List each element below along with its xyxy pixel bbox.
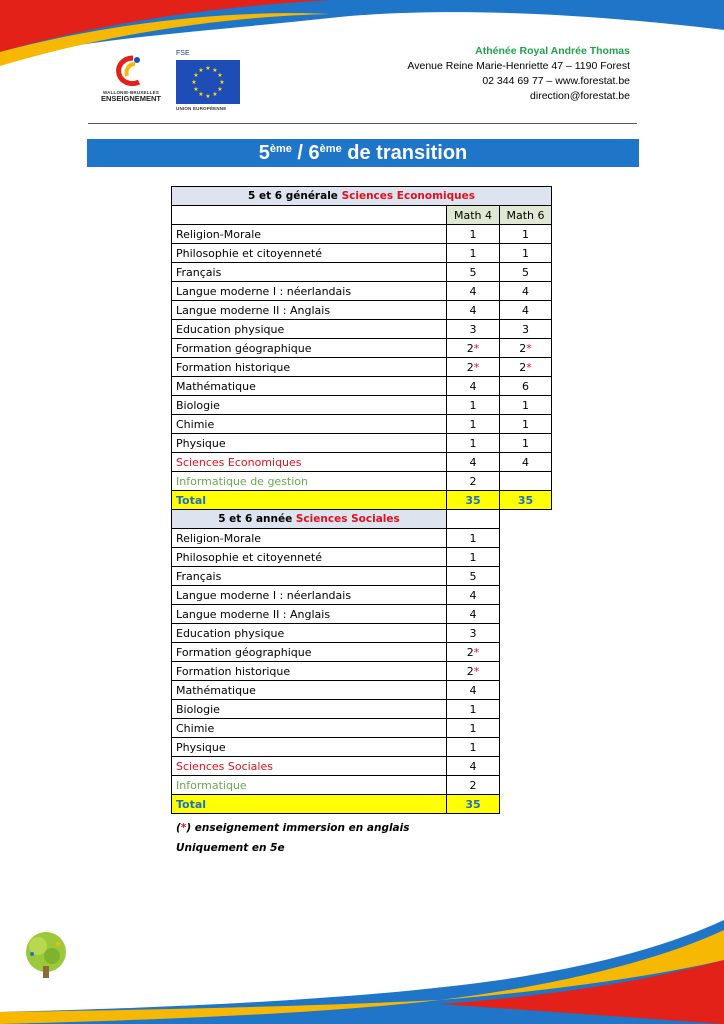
svg-text:★: ★	[212, 67, 218, 74]
subject-cell: Mathématique	[172, 377, 447, 396]
hours-cell: 2*	[447, 339, 500, 358]
subject-cell: Langue moderne I : néerlandais	[172, 282, 447, 301]
table-row	[172, 700, 552, 719]
table-row	[172, 757, 552, 776]
hours-cell: 1	[447, 548, 500, 567]
subject-cell: Formation historique	[172, 358, 447, 377]
table-row	[172, 415, 552, 434]
svg-text:★: ★	[217, 72, 223, 79]
school-address-block	[407, 44, 630, 104]
school-phone-web: 02 344 69 77 – www.forestat.be	[482, 75, 630, 87]
table2-title: 5 et 6 année Sciences Sociales	[172, 510, 447, 529]
tree-logo-icon	[18, 928, 74, 980]
hours-cell: 2	[447, 472, 500, 491]
table-row	[172, 605, 552, 624]
svg-text:★: ★	[205, 65, 211, 72]
table-row	[172, 567, 552, 586]
table-row	[172, 548, 552, 567]
school-name: Athénée Royal Andrée Thomas	[475, 45, 630, 57]
wallonie-bruxelles-logo	[100, 52, 162, 114]
hours-cell: 4	[447, 605, 500, 624]
svg-text:★: ★	[205, 93, 211, 100]
hours-cell: 4	[447, 301, 500, 320]
fse-label: FSE	[176, 50, 190, 57]
table-row	[172, 225, 552, 244]
footnote-immersion: (*) enseignement immersion en anglais	[176, 822, 410, 834]
hours-cell: 1	[447, 529, 500, 548]
table-row	[172, 358, 552, 377]
table1-title-row	[172, 187, 552, 206]
hours-cell: 1	[447, 396, 500, 415]
hours-cell: 4	[500, 282, 552, 301]
table-row	[172, 434, 552, 453]
table-row	[172, 624, 552, 643]
table-row	[172, 681, 552, 700]
header-divider	[88, 123, 637, 124]
subject-cell: Formation géographique	[172, 643, 447, 662]
table-row	[172, 586, 552, 605]
total-value: 35	[447, 795, 500, 814]
subject-cell: Mathématique	[172, 681, 447, 700]
hours-cell: 2	[447, 776, 500, 795]
hours-cell: 5	[447, 567, 500, 586]
table2-title-row	[172, 510, 552, 529]
svg-text:★: ★	[191, 79, 197, 86]
fse-logo	[176, 50, 244, 111]
total-label: Total	[172, 491, 447, 510]
svg-text:★: ★	[193, 86, 199, 93]
subject-cell: Français	[172, 567, 447, 586]
hours-cell: 1	[447, 434, 500, 453]
hours-cell: 1	[447, 415, 500, 434]
table1-title: 5 et 6 générale Sciences Economiques	[172, 187, 552, 206]
table-row	[172, 643, 552, 662]
page-title: 5ème / 6ème de transition	[87, 139, 639, 167]
table-row	[172, 263, 552, 282]
subject-cell: Sciences Sociales	[172, 757, 447, 776]
footnote-5e-only: Uniquement en 5e	[176, 842, 285, 854]
hours-cell: 5	[447, 263, 500, 282]
subject-cell: Formation historique	[172, 662, 447, 681]
column-header-math6: Math 6	[500, 206, 552, 225]
hours-cell: 4	[447, 282, 500, 301]
subject-cell: Langue moderne II : Anglais	[172, 605, 447, 624]
eu-flag-icon	[176, 60, 240, 104]
table-row	[172, 453, 552, 472]
subject-cell: Philosophie et citoyenneté	[172, 244, 447, 263]
table-row	[172, 396, 552, 415]
hours-cell: 4	[447, 757, 500, 776]
hours-cell: 6	[500, 377, 552, 396]
subject-cell: Biologie	[172, 700, 447, 719]
subject-cell: Sciences Economiques	[172, 453, 447, 472]
hours-cell: 2*	[500, 339, 552, 358]
ue-label: UNION EUROPÉENNE	[176, 106, 227, 111]
subject-cell: Chimie	[172, 415, 447, 434]
hours-cell: 4	[447, 586, 500, 605]
hours-cell: 1	[447, 244, 500, 263]
hours-cell: 1	[500, 396, 552, 415]
svg-text:★: ★	[198, 91, 204, 98]
table-row	[172, 529, 552, 548]
table-row	[172, 377, 552, 396]
column-header-math4: Math 4	[447, 206, 500, 225]
hours-cell: 4	[447, 377, 500, 396]
hours-cell: 2*	[500, 358, 552, 377]
hours-cell: 3	[500, 320, 552, 339]
hours-cell: 1	[500, 225, 552, 244]
table-row	[172, 282, 552, 301]
subject-cell: Langue moderne II : Anglais	[172, 301, 447, 320]
hours-cell: 3	[447, 320, 500, 339]
subject-cell: Langue moderne I : néerlandais	[172, 586, 447, 605]
hours-cell: 1	[447, 719, 500, 738]
hours-cell: 1	[447, 225, 500, 244]
school-address: Avenue Reine Marie-Henriette 47 – 1190 Forest	[407, 60, 630, 72]
subject-cell: Physique	[172, 738, 447, 757]
svg-text:★: ★	[219, 79, 225, 86]
subject-cell: Informatique	[172, 776, 447, 795]
hours-cell: 3	[447, 624, 500, 643]
table-row	[172, 662, 552, 681]
table-row	[172, 320, 552, 339]
svg-text:★: ★	[212, 91, 218, 98]
svg-text:★: ★	[198, 67, 204, 74]
hours-cell: 1	[500, 244, 552, 263]
school-email: direction@forestat.be	[530, 90, 630, 102]
hours-cell: 4	[500, 453, 552, 472]
hours-cell: 2*	[447, 662, 500, 681]
subject-cell: Education physique	[172, 624, 447, 643]
hours-cell	[500, 472, 552, 491]
hours-cell: 1	[500, 434, 552, 453]
svg-text:★: ★	[193, 72, 199, 79]
table-row	[172, 339, 552, 358]
svg-text:★: ★	[217, 86, 223, 93]
table-row	[172, 738, 552, 757]
total-value-math6: 35	[500, 491, 552, 510]
subject-cell: Informatique de gestion	[172, 472, 447, 491]
hours-cell: 4	[500, 301, 552, 320]
subject-cell: Physique	[172, 434, 447, 453]
hours-cell: 1	[447, 738, 500, 757]
table2-total-row	[172, 795, 552, 814]
subject-cell: Chimie	[172, 719, 447, 738]
table-row	[172, 719, 552, 738]
subject-cell: Français	[172, 263, 447, 282]
table1-column-header-row	[172, 206, 552, 225]
hours-cell: 4	[447, 453, 500, 472]
hours-cell: 4	[447, 681, 500, 700]
schedule-table	[171, 186, 552, 814]
table-row	[172, 776, 552, 795]
subject-cell: Religion-Morale	[172, 225, 447, 244]
subject-cell: Education physique	[172, 320, 447, 339]
wb-logo-line2: ENSEIGNEMENT	[100, 94, 161, 103]
wb-emblem-icon	[111, 54, 151, 90]
total-value-math4: 35	[447, 491, 500, 510]
subject-cell: Biologie	[172, 396, 447, 415]
subject-cell: Philosophie et citoyenneté	[172, 548, 447, 567]
total-label: Total	[172, 795, 447, 814]
table-row	[172, 472, 552, 491]
hours-cell: 2*	[447, 358, 500, 377]
hours-cell: 1	[500, 415, 552, 434]
footnotes	[176, 818, 410, 858]
hours-cell: 1	[447, 700, 500, 719]
hours-cell: 5	[500, 263, 552, 282]
table-row	[172, 301, 552, 320]
subject-cell: Formation géographique	[172, 339, 447, 358]
table1-total-row	[172, 491, 552, 510]
hours-cell: 2*	[447, 643, 500, 662]
subject-cell: Religion-Morale	[172, 529, 447, 548]
wb-logo-line1: WALLONIE-BRUXELLES	[102, 90, 160, 95]
table-row	[172, 244, 552, 263]
